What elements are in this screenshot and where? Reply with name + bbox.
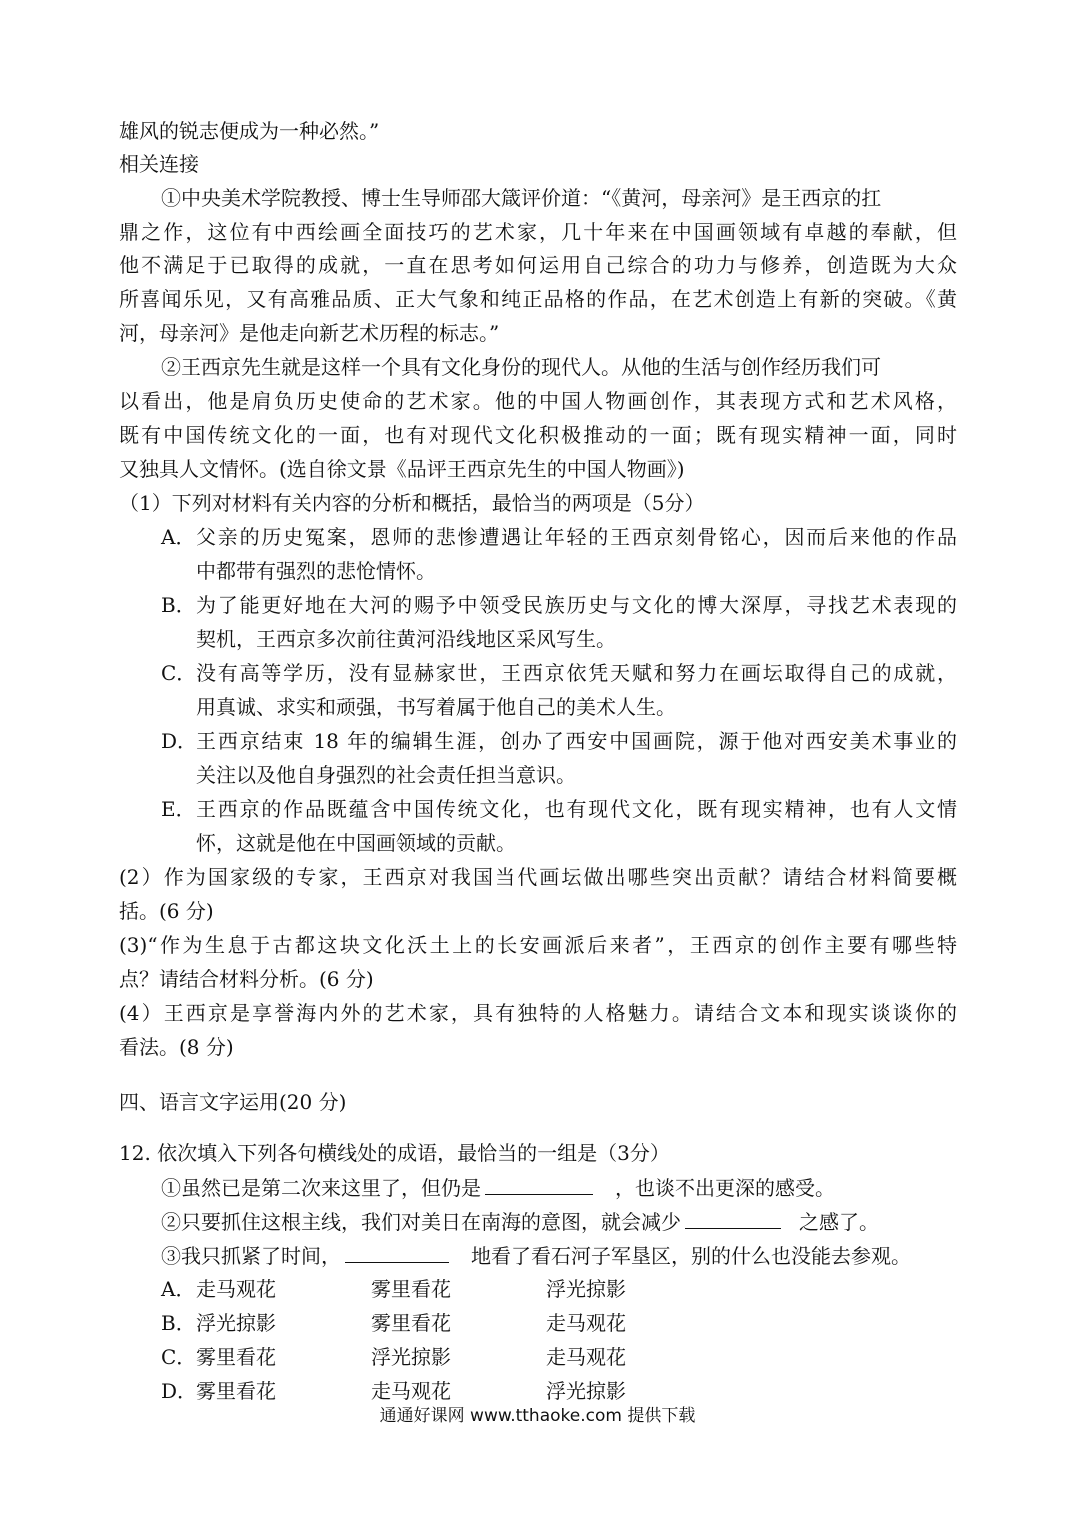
q12-sentence-1 [161,1174,835,1201]
sentence-text: ③我只抓紧了时间， [161,1244,341,1268]
q12-option-a-choice: 浮光掠影 [546,1277,626,1301]
intro-line: 雄风的锐志便成为一种必然。” [119,119,380,143]
sentence-text: ，也谈不出更深的感受。 [615,1176,835,1200]
fill-blank [345,1242,449,1263]
q12-sentence-3 [161,1242,911,1269]
q12-option-b-choice: 走马观花 [546,1311,626,1335]
link1-line: 他不满足于已取得的成就，一直在思考如何运用自己综合的功力与修养，创造既为大众 [119,253,957,277]
q1-option-a-text: 中都带有强烈的悲怆情怀。 [196,559,436,583]
q12-sentence-2 [161,1208,879,1235]
question-12-stem: 12. 依次填入下列各句横线处的成语，最恰当的一组是（3分） [119,1141,670,1165]
question-4-line: 看法。(8 分) [119,1035,234,1059]
q12-option-c-label: C． [161,1345,197,1369]
q1-option-a-label: A． [161,525,196,549]
q12-option-b-choice: 雾里看花 [371,1311,451,1335]
link2-line: 既有中国传统文化的一面，也有对现代文化积极推动的一面；既有现实精神一面，同时 [119,423,957,447]
q12-option-a-choice: 雾里看花 [371,1277,451,1301]
q1-option-b-label: B． [161,593,196,617]
q1-option-b-text: 契机，王西京多次前往黄河沿线地区采风写生。 [196,627,616,651]
link1-line: 河，母亲河》是他走向新艺术历程的标志。” [119,321,500,345]
q1-option-c-text: 没有高等学历，没有显赫家世，王西京依凭天赋和努力在画坛取得自己的成就， [196,661,957,685]
q1-option-c-label: C． [161,661,197,685]
q1-option-c-text: 用真诚、求实和顽强，书写着属于他自己的美术人生。 [196,695,676,719]
link1-line: ①中央美术学院教授、博士生导师邵大箴评价道：“《黄河，母亲河》是王西京的扛 [161,186,882,210]
q12-option-b-choice: 浮光掠影 [196,1311,276,1335]
q1-option-d-text: 关注以及他自身强烈的社会责任担当意识。 [196,763,576,787]
question-2-line: 括。(6 分) [119,899,214,923]
link2-line: 又独具人文情怀。(选自徐文景《品评王西京先生的中国人物画》) [119,457,685,481]
q1-option-d-text: 王西京结束 18 年的编辑生涯，创办了西安中国画院，源于他对西安美术事业的 [196,729,957,753]
q12-option-d-choice: 浮光掠影 [546,1379,626,1403]
sentence-text: 之感了。 [799,1210,879,1234]
link1-line: 所喜闻乐见，又有高雅品质、正大气象和纯正品格的作品，在艺术创造上有新的突破。《黄 [119,287,957,311]
q1-option-e-text: 怀，这就是他在中国画领域的贡献。 [196,831,516,855]
q12-option-a-choice: 走马观花 [196,1277,276,1301]
q1-option-b-text: 为了能更好地在大河的赐予中领受民族历史与文化的博大深厚，寻找艺术表现的 [196,593,957,617]
sentence-text: ①虽然已是第二次来这里了，但仍是 [161,1176,481,1200]
link2-line: ②王西京先生就是这样一个具有文化身份的现代人。从他的生活与创作经历我们可 [161,355,881,379]
q1-option-d-label: D． [161,729,198,753]
q1-option-a-text: 父亲的历史冤案，恩师的悲惨遭遇让年轻的王西京刻骨铭心，因而后来他的作品 [196,525,957,549]
q12-option-c-choice: 雾里看花 [196,1345,276,1369]
question-3-line: (3)“作为生息于古都这块文化沃土上的长安画派后来者”，王西京的创作主要有哪些特 [119,933,957,957]
q12-option-a-label: A． [161,1277,196,1301]
sentence-text: ②只要抓住这根主线，我们对美日在南海的意图，就会减少 [161,1210,681,1234]
q1-option-e-text: 王西京的作品既蕴含中国传统文化，也有现代文化，既有现实精神，也有人文情 [196,797,957,821]
question-4-line: (4）王西京是享誉海内外的艺术家，具有独特的人格魅力。请结合文本和现实谈谈你的 [119,1001,957,1025]
q12-option-c-choice: 浮光掠影 [371,1345,451,1369]
section-title: 四、语言文字运用(20 分) [119,1090,347,1114]
link2-line: 以看出，他是肩负历史使命的艺术家。他的中国人物画创作，其表现方式和艺术风格， [119,389,957,413]
link1-line: 鼎之作，这位有中西绘画全面技巧的艺术家，几十年来在中国画领域有卓越的奉献，但 [119,220,957,244]
question-1-stem: （1）下列对材料有关内容的分析和概括，最恰当的两项是（5分） [119,491,705,515]
q12-option-d-label: D． [161,1379,198,1403]
q1-option-e-label: E． [161,797,196,821]
question-3-line: 点？请结合材料分析。(6 分) [119,967,374,991]
fill-blank [685,1208,781,1229]
question-2-line: (2）作为国家级的专家，王西京对我国当代画坛做出哪些突出贡献？请结合材料简要概 [119,865,957,889]
related-links-heading: 相关连接 [119,152,199,176]
q12-option-c-choice: 走马观花 [546,1345,626,1369]
q12-option-d-choice: 雾里看花 [196,1379,276,1403]
page-footer: 通通好课网 www.tthaoke.com 提供下载 [379,1406,696,1426]
fill-blank [485,1174,593,1195]
q12-option-d-choice: 走马观花 [371,1379,451,1403]
q12-option-b-label: B． [161,1311,196,1335]
sentence-text: 地看了看石河子军垦区，别的什么也没能去参观。 [471,1244,911,1268]
